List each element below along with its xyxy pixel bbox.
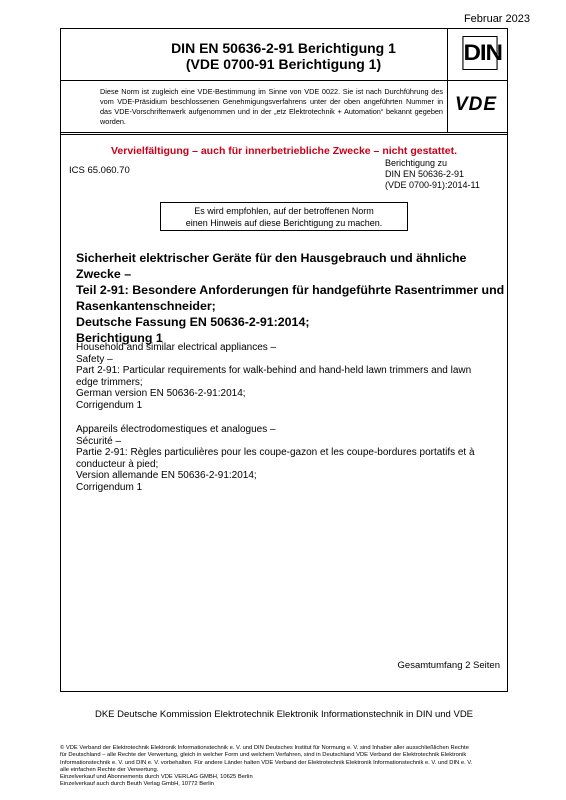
document-number	[120, 40, 447, 72]
document-number-vde: (VDE 0700-91 Berichtigung 1)	[185, 56, 382, 72]
german-title-line: Teil 2-91: Besondere Anforderungen für handgeführte Rasentrimmer und	[76, 283, 505, 297]
header-bottom-rule-double	[60, 134, 508, 135]
german-title	[76, 250, 506, 346]
copyright-line: Einzelverkauf auch durch Beuth Verlag GmbH, 10772 Berlin	[60, 781, 215, 788]
correction-line: DIN EN 50636-2-91	[385, 169, 465, 179]
document-number-din: DIN EN 50636-2-91 Berichtigung 1	[171, 40, 396, 56]
logo-divider-bottom	[447, 81, 448, 132]
recommendation-line: einen Hinweis auf diese Berichtigung zu machen.	[185, 218, 383, 228]
french-title-line: Version allemande EN 50636-2-91:2014;	[76, 470, 257, 482]
english-title-line: Household and similar electrical appliances –	[76, 342, 277, 353]
english-title	[76, 342, 501, 412]
recommendation-box	[160, 202, 408, 231]
french-title-line: conducteur à pied;	[76, 458, 159, 470]
french-title	[76, 424, 501, 494]
german-title-line: Zwecke –	[76, 267, 132, 281]
header-bottom-rule	[60, 132, 508, 133]
total-pages: Gesamtumfang 2 Seiten	[397, 660, 500, 671]
din-logo: DIN	[462, 36, 497, 70]
german-title-line: Rasenkantenschneider;	[76, 299, 216, 313]
logo-divider-top	[447, 28, 448, 81]
english-title-line: German version EN 50636-2-91:2014;	[76, 388, 246, 400]
english-title-line: Corrigendum 1	[76, 399, 143, 411]
german-title-line: Deutsche Fassung EN 50636-2-91:2014;	[76, 315, 310, 329]
issue-date: Februar 2023	[463, 13, 530, 25]
copyright-line: Informationstechnik e. V. und DIN e. V. vorbehalten. Für andere Länder halten VDE Verband der Elektrotechnik Elektronik Informationstechnik e. V. und DIN e. V.	[60, 759, 473, 766]
correction-reference	[385, 158, 480, 191]
ics-code: ICS 65.060.70	[69, 165, 130, 176]
english-title-line: edge trimmers;	[76, 376, 143, 388]
german-title-line: Berichtigung 1	[76, 331, 163, 345]
english-title-line: Part 2-91: Particular requirements for walk-behind and hand-held lawn trimmers and lawn	[76, 365, 472, 377]
french-title-line: Appareils électrodomestiques et analogues –	[76, 424, 276, 435]
vde-logo: VDE	[455, 94, 498, 115]
english-title-line: Safety –	[76, 353, 113, 365]
copyright-line: für Deutschland – alle Rechte der Verwertung, gleich in welcher Form und welchem Verfahren, sind in Deutschland VDE Verband der Elektrotechnik Elektronik	[60, 752, 467, 759]
copy-warning: Vervielfältigung – auch für innerbetriebliche Zwecke – nicht gestattet.	[110, 145, 457, 157]
correction-line: (VDE 0700-91):2014-11	[385, 180, 480, 190]
copyright-line: © VDE Verband der Elektrotechnik Elektronik Informationstechnik e. V. und DIN Deutsches Institut für Normung e. V. sind Inhaber aller ausschließlichen Rechte	[60, 745, 469, 751]
french-title-line: Partie 2-91: Règles particulières pour les coupe-gazon et les coupe-bordures portatifs et à	[76, 447, 475, 459]
french-title-line: Corrigendum 1	[76, 481, 143, 493]
recommendation-line: Es wird empfohlen, auf der betroffenen Norm	[194, 206, 374, 216]
correction-line: Berichtigung zu	[385, 158, 448, 168]
german-title-line: Sicherheit elektrischer Geräte für den Hausgebrauch und ähnliche	[76, 251, 467, 265]
french-title-line: Sécurité –	[76, 435, 122, 447]
copyright-notice	[60, 745, 516, 789]
copyright-line: alle einfachen Rechte der Verwertung.	[60, 766, 159, 773]
copyright-line: Einzelverkauf und Abonnements durch VDE VERLAG GMBH, 10625 Berlin	[60, 774, 253, 781]
vde-note: Diese Norm ist zugleich eine VDE-Bestimmung im Sinne von VDE 0022. Sie ist nach Durchführung des vom VDE-Präsidium beschlossenen Genehmigungsverfahrens unter der oben angeführten Nummer in das VDE-Vorschriftenwerk aufgenommen und in der „etz Elektrotechnik + Automation“ bekannt gegeben worden.	[100, 87, 443, 126]
dke-line: DKE Deutsche Kommission Elektrotechnik Elektronik Informationstechnik in DIN und VDE	[94, 709, 474, 720]
